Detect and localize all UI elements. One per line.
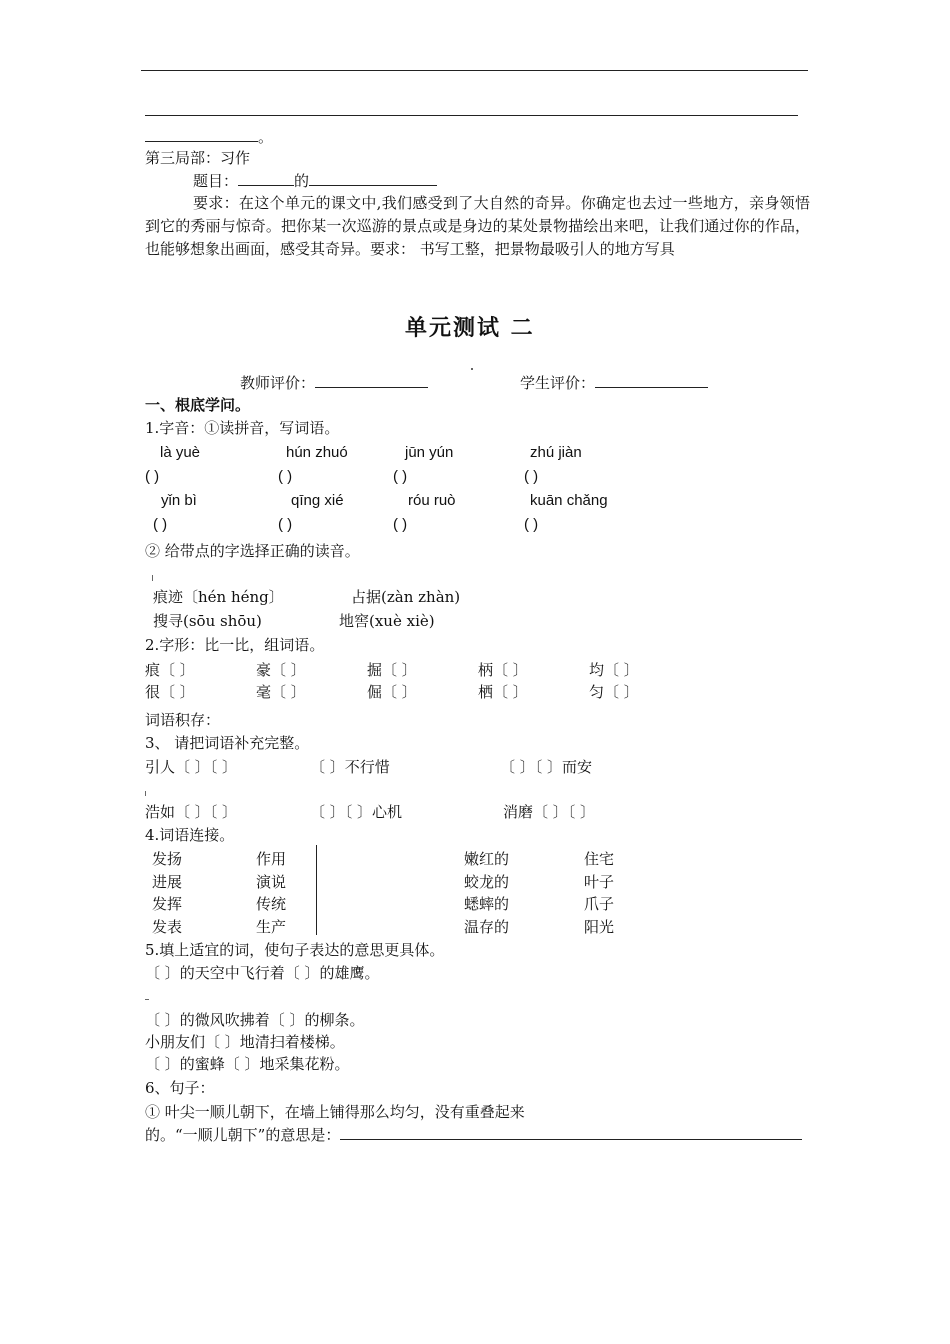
q4-heading: 4.词语连接。	[145, 826, 235, 844]
char-2-2: 毫〔 〕	[256, 683, 306, 701]
q6-heading: 6、句子：	[145, 1079, 215, 1097]
match-left-b-2: 演说	[256, 873, 287, 891]
match-right-a-4: 温存的	[464, 918, 510, 936]
topic-blank-1[interactable]	[238, 171, 294, 186]
dot-mark-2	[152, 575, 153, 581]
answer-line-end	[145, 127, 273, 147]
unit-title: 单元测试 二	[405, 315, 535, 341]
match-right-b-1: 住宅	[584, 850, 615, 868]
pron-4: 地窖(xuè xiè)	[339, 612, 435, 630]
vocab-heading: 词语积存：	[145, 711, 221, 729]
match-right-a-2: 蛟龙的	[464, 873, 510, 891]
q3-1-3: 〔 〕〔 〕而安	[500, 758, 593, 776]
pinyin-1-4: zhú jiàn	[530, 444, 582, 461]
section3-heading: 第三局部：习作	[145, 149, 251, 167]
pron-2: 占据(zàn zhàn)	[351, 588, 461, 606]
char-1-1: 痕〔 〕	[145, 661, 195, 679]
match-right-a-3: 蟋蟀的	[464, 895, 510, 913]
q6-line-1: ① 叶尖一顺儿朝下，在墙上铺得那么均匀，没有重叠起来	[145, 1103, 525, 1121]
match-left-a-2: 进展	[152, 873, 183, 891]
char-2-5: 匀〔 〕	[589, 683, 639, 701]
q2-heading: 2.字形：比一比，组词语。	[145, 636, 325, 654]
match-left-b-1: 作用	[256, 850, 287, 868]
q3-1-1: 引人〔 〕〔 〕	[145, 758, 238, 776]
answer-paren-2-2[interactable]: ( )	[278, 516, 293, 533]
q3-2-3: 消磨〔 〕〔 〕	[503, 803, 596, 821]
match-divider	[316, 845, 317, 935]
q6-answer-blank[interactable]	[340, 1125, 802, 1140]
q3-1-2: 〔 〕不行惜	[310, 758, 390, 776]
pron-1: 痕迹〔hén héng〕	[153, 588, 284, 606]
topic-label: 题目：	[193, 172, 239, 190]
match-left-a-1: 发扬	[152, 850, 183, 868]
match-right-a-1: 嫩红的	[464, 850, 510, 868]
student-evaluation-blank[interactable]	[595, 373, 708, 388]
char-1-3: 掘〔 〕	[367, 661, 417, 679]
char-1-2: 豪〔 〕	[256, 661, 306, 679]
q3-2-2: 〔 〕〔 〕心机	[310, 803, 403, 821]
q5-heading: 5.填上适宜的词，使句子表达的意思更具体。	[145, 941, 445, 959]
match-left-b-4: 生产	[256, 918, 287, 936]
pinyin-1-2: hún zhuó	[286, 444, 348, 461]
q5-line-3: 小朋友们〔 〕地清扫着楼梯。	[145, 1033, 345, 1051]
q5-line-1: 〔 〕的天空中飞行着〔 〕的雄鹰。	[145, 964, 380, 982]
q3-heading: 3、 请把词语补充完整。	[145, 734, 310, 752]
answer-line-1	[141, 70, 808, 71]
pinyin-1-1: là yuè	[160, 444, 201, 461]
answer-paren-1-3[interactable]: ( )	[393, 468, 408, 485]
topic-de: 的	[294, 172, 310, 190]
char-2-3: 倔〔 〕	[367, 683, 417, 701]
topic-line	[193, 171, 437, 191]
char-2-4: 栖〔 〕	[478, 683, 528, 701]
char-2-1: 很〔 〕	[145, 683, 195, 701]
answer-paren-2-4[interactable]: ( )	[524, 516, 539, 533]
answer-line-2	[145, 115, 798, 116]
q6-line-2-text: 的。“一顺儿朝下”的意思是：	[145, 1126, 341, 1144]
section1-heading: 一、根底学问。	[145, 396, 251, 414]
pinyin-2-1: yǐn bì	[161, 492, 197, 509]
answer-paren-1-2[interactable]: ( )	[278, 468, 293, 485]
match-left-a-3: 发挥	[152, 895, 183, 913]
match-right-b-2: 叶子	[584, 873, 615, 891]
match-left-b-3: 传统	[256, 895, 287, 913]
q3-2-1: 浩如〔 〕〔 〕	[145, 803, 238, 821]
char-1-4: 柄〔 〕	[478, 661, 528, 679]
pinyin-2-4: kuān chǎng	[530, 492, 608, 509]
pron-3: 搜寻(sōu shōu)	[153, 612, 262, 630]
answer-paren-2-3[interactable]: ( )	[393, 516, 408, 533]
q1b-heading: ② 给带点的字选择正确的读音。	[145, 542, 360, 560]
q6-line-2	[145, 1125, 802, 1145]
student-evaluation	[520, 373, 708, 393]
pinyin-2-2: qīng xié	[291, 492, 344, 509]
q1-heading: 1.字音：①读拼音，写词语。	[145, 419, 340, 437]
topic-blank-2[interactable]	[309, 171, 437, 186]
teacher-evaluation-label: 教师评价：	[240, 374, 316, 392]
dot-mark-3	[145, 791, 146, 796]
dot-mark	[471, 368, 473, 370]
q5-line-2: 〔 〕的微风吹拂着〔 〕的柳条。	[145, 1011, 365, 1029]
teacher-evaluation-blank[interactable]	[315, 373, 428, 388]
period: 。	[258, 128, 274, 146]
student-evaluation-label: 学生评价：	[520, 374, 596, 392]
answer-paren-2-1[interactable]: ( )	[153, 516, 168, 533]
char-1-5: 均〔 〕	[589, 661, 639, 679]
pinyin-2-3: róu ruò	[408, 492, 456, 509]
requirement-paragraph: 要求：在这个单元的课文中,我们感受到了大自然的奇异。你确定也去过一些地方，亲身领悟到它的秀丽与惊奇。把你某一次巡游的景点或是身边的某处景物描绘出来吧，让我们通过你的作品，也能够想象出画面，感受其奇异。要求： 书写工整，把景物最吸引人的地方写具	[145, 194, 810, 258]
teacher-evaluation	[240, 373, 428, 393]
match-right-b-4: 阳光	[584, 918, 615, 936]
q5-line-4: 〔 〕的蜜蜂〔 〕地采集花粉。	[145, 1055, 350, 1073]
match-left-a-4: 发表	[152, 918, 183, 936]
pinyin-1-3: jūn yún	[405, 444, 454, 461]
answer-paren-1-1[interactable]: ( )	[145, 468, 160, 485]
match-right-b-3: 爪子	[584, 895, 615, 913]
answer-paren-1-4[interactable]: ( )	[524, 468, 539, 485]
dot-mark-4	[145, 999, 149, 1000]
